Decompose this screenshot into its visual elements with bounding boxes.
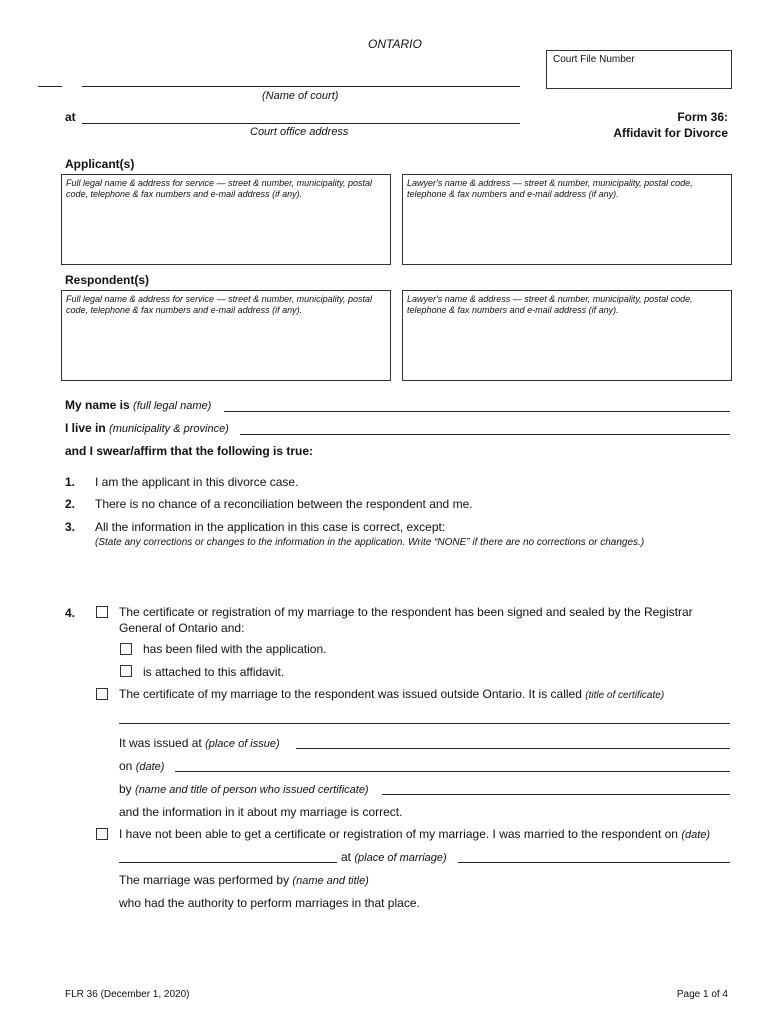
i-live-in-label: I live in [65, 421, 106, 435]
form-identifier: FLR 36 (December 1, 2020) [65, 989, 190, 1000]
performed-by-row [119, 873, 369, 887]
on-label: on [119, 759, 133, 773]
place-of-marriage-hint: (place of marriage) [354, 852, 447, 864]
municipality-hint: (municipality & province) [109, 423, 229, 435]
issuer-hint: (name and title of person who issued certificate) [135, 784, 369, 796]
swear-statement: and I swear/affirm that the following is true: [65, 444, 314, 458]
court-office-address-field[interactable] [82, 123, 520, 124]
seal-line [38, 86, 62, 87]
my-name-label: My name is [65, 398, 130, 412]
attached-to-affidavit-label: is attached to this affidavit. [143, 665, 285, 679]
para4-number: 4. [65, 606, 76, 620]
para3-text: All the information in the application in this case is correct, except: [95, 520, 446, 534]
name-of-court-field[interactable] [82, 86, 520, 87]
at-place-label: at [341, 850, 352, 864]
municipality-field[interactable] [240, 434, 730, 435]
para3-number: 3. [65, 520, 76, 534]
title-of-certificate-field[interactable] [119, 723, 730, 724]
court-file-number-label: Court File Number [553, 54, 635, 65]
performed-by-label: The marriage was performed by [119, 873, 290, 887]
outside-ontario-text: The certificate of my marriage to the respondent was issued outside Ontario. It is called [119, 687, 582, 701]
no-certificate-checkbox[interactable] [96, 828, 108, 840]
issuer-field[interactable] [382, 794, 730, 795]
applicant-lawyer-box[interactable] [402, 174, 732, 265]
no-certificate-row [119, 827, 710, 841]
at-label: at [65, 110, 76, 124]
my-name-row [65, 398, 211, 412]
filed-with-application-checkbox[interactable] [120, 643, 132, 655]
applicant-address-box[interactable] [61, 174, 391, 265]
outside-ontario-checkbox[interactable] [96, 688, 108, 700]
para2-number: 2. [65, 497, 76, 511]
issued-at-row [119, 736, 280, 750]
place-of-marriage-field[interactable] [458, 862, 730, 863]
authority-text: who had the authority to perform marriages in that place. [119, 896, 420, 910]
marriage-date-hint: (date) [681, 829, 711, 841]
issue-date-hint: (date) [135, 761, 165, 773]
place-of-issue-field[interactable] [296, 748, 730, 749]
form-title: Affidavit for Divorce [613, 126, 728, 140]
respondent-lawyer-box[interactable] [402, 290, 732, 381]
respondent-address-hint: Full legal name & address for service — street & number, municipality, postal code, telephone & fax numbers and e-mail address (if any). [66, 294, 372, 315]
court-office-address-label: Court office address [250, 126, 349, 138]
attached-to-affidavit-checkbox[interactable] [120, 665, 132, 677]
by-label: by [119, 782, 132, 796]
applicant-address-hint: Full legal name & address for service — street & number, municipality, postal code, telephone & fax numbers and e-mail address (if any). [66, 178, 372, 199]
issue-date-field[interactable] [175, 771, 730, 772]
full-legal-name-field[interactable] [224, 411, 730, 412]
applicant-lawyer-hint: Lawyer's name & address — street & number, municipality, postal code, telephone & fax numbers and e-mail address (if any). [407, 178, 693, 199]
issued-at-label: It was issued at [119, 736, 202, 750]
issued-on-row [119, 759, 164, 773]
marriage-date-field[interactable] [119, 862, 337, 863]
respondent-address-box[interactable] [61, 290, 391, 381]
registrar-certificate-text: The certificate or registration of my marriage to the respondent has been signed and sealed by the Registrar [119, 605, 693, 619]
applicants-heading: Applicant(s) [65, 157, 135, 171]
full-legal-name-hint: (full legal name) [133, 400, 212, 412]
respondent-lawyer-hint: Lawyer's name & address — street & number, municipality, postal code, telephone & fax numbers and e-mail address (if any). [407, 294, 693, 315]
para1-text: I am the applicant in this divorce case. [95, 475, 299, 489]
place-of-marriage-row [341, 850, 447, 864]
para2-text: There is no chance of a reconciliation between the respondent and me. [95, 497, 473, 511]
page-number: Page 1 of 4 [676, 989, 728, 1000]
officiant-hint: (name and title) [292, 875, 369, 887]
corrections-area[interactable] [95, 552, 730, 598]
name-of-court-label: (Name of court) [262, 90, 339, 102]
court-file-number-box[interactable] [546, 50, 732, 89]
registrar-certificate-text-cont: General of Ontario and: [119, 621, 245, 635]
filed-with-application-label: has been filed with the application. [143, 642, 327, 656]
para3-note: (State any corrections or changes to the information in the application. Write “NONE” if there are no corrections or changes.) [95, 537, 645, 548]
no-certificate-text: I have not been able to get a certificate or registration of my marriage. I was married to the respondent on [119, 827, 678, 841]
title-of-certificate-hint: (title of certificate) [585, 690, 665, 701]
para1-number: 1. [65, 475, 76, 489]
issued-by-row [119, 782, 369, 796]
respondents-heading: Respondent(s) [65, 273, 149, 287]
province-title: ONTARIO [368, 37, 422, 51]
outside-ontario-row [119, 687, 664, 701]
form-number: Form 36: [677, 110, 728, 124]
i-live-in-row [65, 421, 229, 435]
registrar-certificate-checkbox[interactable] [96, 606, 108, 618]
place-of-issue-hint: (place of issue) [205, 738, 280, 750]
information-correct-text: and the information in it about my marriage is correct. [119, 805, 403, 819]
